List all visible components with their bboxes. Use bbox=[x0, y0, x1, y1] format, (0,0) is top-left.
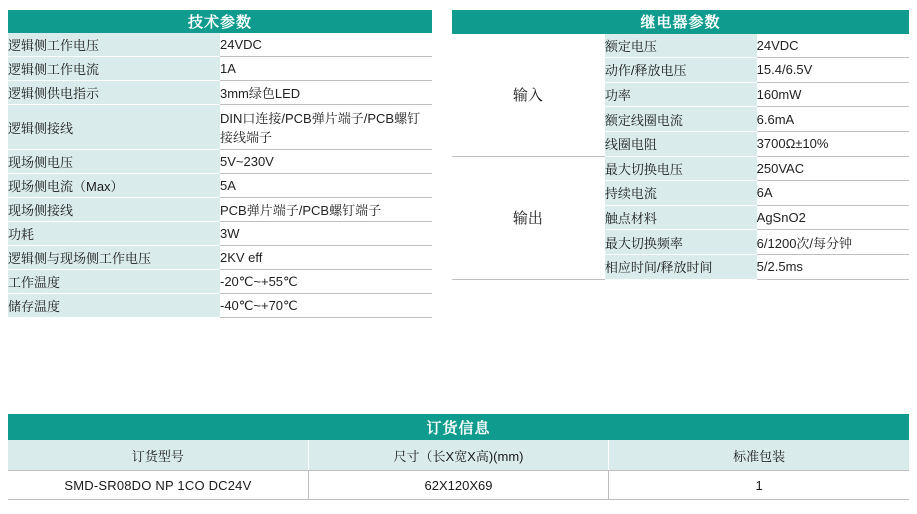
group-label-output: 输出 bbox=[452, 156, 604, 279]
table-header-row bbox=[8, 10, 432, 33]
row-value: -40℃~+70℃ bbox=[220, 294, 432, 318]
column-header-package: 标准包装 bbox=[609, 440, 909, 471]
row-value: 250VAC bbox=[757, 156, 909, 181]
row-value: 5/2.5ms bbox=[757, 254, 909, 279]
row-value: 2KV eff bbox=[220, 246, 432, 270]
relay-spec-title: 继电器参数 bbox=[452, 10, 909, 34]
row-label: 最大切换电压 bbox=[604, 156, 756, 181]
row-label: 工作温度 bbox=[8, 270, 220, 294]
order-info-title: 订货信息 bbox=[8, 414, 909, 440]
cell-package: 1 bbox=[609, 471, 909, 500]
row-label: 逻辑侧工作电压 bbox=[8, 33, 220, 57]
row-label: 储存温度 bbox=[8, 294, 220, 318]
row-value: 3mm绿色LED bbox=[220, 81, 432, 105]
table-row bbox=[8, 270, 432, 294]
table-header-row bbox=[452, 10, 909, 34]
table-column-header-row bbox=[8, 440, 909, 471]
row-label: 线圈电阻 bbox=[604, 131, 756, 156]
row-value: 5V~230V bbox=[220, 150, 432, 174]
row-label: 相应时间/释放时间 bbox=[604, 254, 756, 279]
table-row bbox=[8, 150, 432, 174]
cell-model: SMD-SR08DO NP 1CO DC24V bbox=[8, 471, 308, 500]
row-label: 功耗 bbox=[8, 222, 220, 246]
relay-spec-table bbox=[452, 10, 909, 280]
column-header-dimensions: 尺寸（长X宽X高)(mm) bbox=[308, 440, 608, 471]
group-label-input: 输入 bbox=[452, 34, 604, 156]
row-label: 额定线圈电流 bbox=[604, 107, 756, 132]
table-row bbox=[8, 246, 432, 270]
table-row bbox=[8, 174, 432, 198]
order-info-table bbox=[8, 414, 909, 500]
table-row bbox=[8, 33, 432, 57]
row-label: 触点材料 bbox=[604, 205, 756, 230]
row-label: 逻辑侧与现场侧工作电压 bbox=[8, 246, 220, 270]
row-value: 24VDC bbox=[757, 34, 909, 58]
tech-spec-title: 技术参数 bbox=[8, 10, 432, 33]
column-header-model: 订货型号 bbox=[8, 440, 308, 471]
table-row bbox=[8, 81, 432, 105]
row-label: 动作/释放电压 bbox=[604, 58, 756, 83]
table-row bbox=[452, 34, 909, 58]
table-row bbox=[8, 222, 432, 246]
table-header-row bbox=[8, 414, 909, 440]
row-label: 逻辑侧工作电流 bbox=[8, 57, 220, 81]
table-row bbox=[8, 57, 432, 81]
cell-dimensions: 62X120X69 bbox=[308, 471, 608, 500]
table-row bbox=[452, 156, 909, 181]
tech-spec-table bbox=[8, 10, 432, 318]
table-row bbox=[8, 471, 909, 500]
row-value: 3W bbox=[220, 222, 432, 246]
row-label: 持续电流 bbox=[604, 181, 756, 206]
row-value: 1A bbox=[220, 57, 432, 81]
row-label: 逻辑侧接线 bbox=[8, 105, 220, 150]
row-label: 现场侧电流（Max） bbox=[8, 174, 220, 198]
row-label: 最大切换频率 bbox=[604, 230, 756, 255]
row-label: 逻辑侧供电指示 bbox=[8, 81, 220, 105]
row-value: 3700Ω±10% bbox=[757, 131, 909, 156]
row-value: 6.6mA bbox=[757, 107, 909, 132]
row-label: 现场侧接线 bbox=[8, 198, 220, 222]
row-label: 现场侧电压 bbox=[8, 150, 220, 174]
row-label: 额定电压 bbox=[604, 34, 756, 58]
row-value: 5A bbox=[220, 174, 432, 198]
row-value: 6/1200次/每分钟 bbox=[757, 230, 909, 255]
row-value: AgSnO2 bbox=[757, 205, 909, 230]
row-value: DIN口连接/PCB弹片端子/PCB螺钉接线端子 bbox=[220, 105, 432, 150]
row-value: 24VDC bbox=[220, 33, 432, 57]
row-value: 15.4/6.5V bbox=[757, 58, 909, 83]
table-row bbox=[8, 198, 432, 222]
table-row bbox=[8, 105, 432, 150]
row-value: 6A bbox=[757, 181, 909, 206]
row-value: -20℃~+55℃ bbox=[220, 270, 432, 294]
row-label: 功率 bbox=[604, 82, 756, 107]
row-value: PCB弹片端子/PCB螺钉端子 bbox=[220, 198, 432, 222]
row-value: 160mW bbox=[757, 82, 909, 107]
table-row bbox=[8, 294, 432, 318]
